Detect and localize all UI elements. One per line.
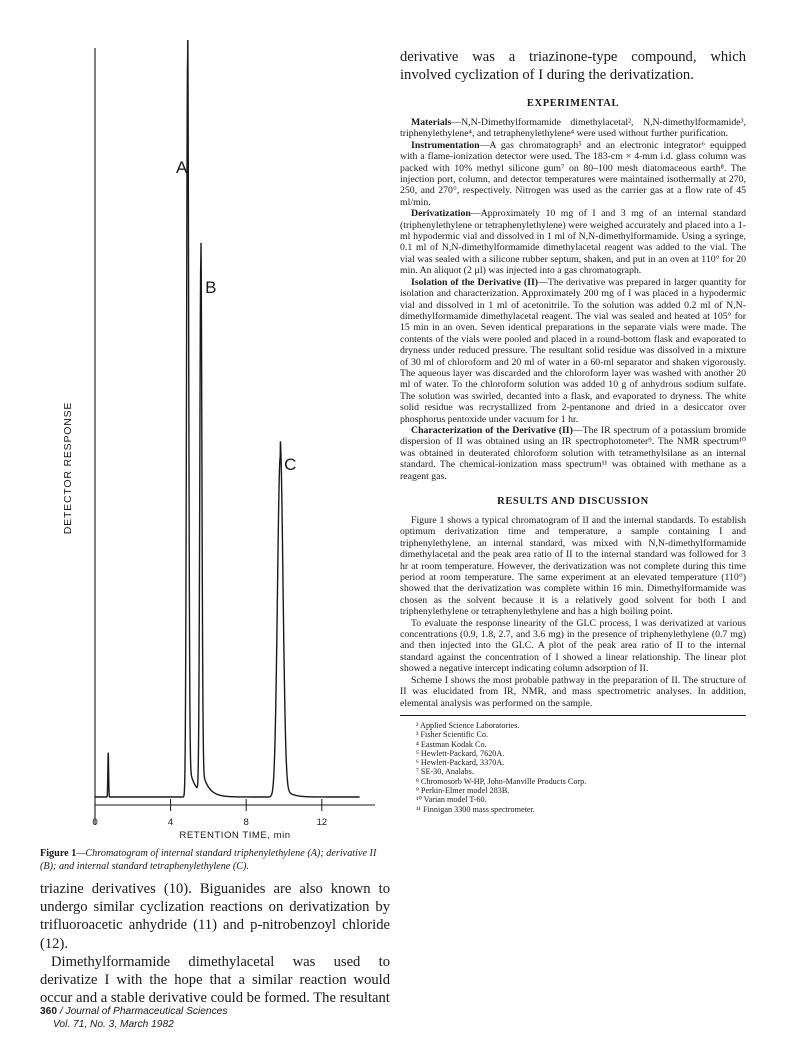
results-heading: RESULTS AND DISCUSSION: [497, 496, 649, 507]
footnote: ⁴ Eastman Kodak Co.: [416, 739, 487, 749]
materials-text: —N,N-Dimethylformamide dimethylacetal², N,N-dimethylformamide³, triphenylethylene⁴, and tetraphenylethylene⁴ were used without further purification.: [400, 117, 746, 140]
isolation-paragraph: [400, 277, 746, 425]
characterization-text: —The IR spectrum of a potassium bromide dispersion of II was obtained using an IR spectrophotometer⁹. The NMR spectrum¹⁰ was obtained in deuterated chloroform solution with tetramethylsilane as an internal standard. The chemical-ionization mass spectrum¹¹ was obtained with methane as a reagent gas.: [400, 424, 747, 482]
figure-caption: [40, 848, 390, 873]
peak-label-b: B: [205, 278, 217, 297]
journal-name: / Journal of Pharmaceutical Sciences: [57, 1006, 228, 1017]
figure-caption-text: —Chromatogram of internal standard triphenylethylene (A); derivative II (B); and internal standard tetraphenylethylene (C).: [40, 848, 377, 872]
footnote: ¹¹ Finnigan 3300 mass spectrometer.: [416, 804, 535, 814]
characterization-paragraph: [400, 425, 746, 482]
footnote: ⁷ SE-30, Analabs.: [416, 767, 474, 777]
footnote: ⁶ Hewlett-Packard, 3370A.: [416, 758, 505, 768]
footnote: ² Applied Science Laboratories.: [416, 720, 520, 730]
footnote: ⁵ Hewlett-Packard, 7620A.: [416, 748, 505, 758]
results-paragraph-3: Scheme I shows the most probable pathway in the preparation of II. The structure of II was elucidated from IR, NMR, and mass spectrometric analyses. In addition, elemental analysis was performed on the sample.: [400, 674, 746, 709]
footnote: ⁸ Chromosorb W-HP, John-Manville Products Corp.: [416, 776, 587, 786]
chromatogram-trace: [95, 40, 360, 797]
materials-heading: Materials: [411, 117, 452, 128]
y-axis-label: DETECTOR RESPONSE: [62, 401, 74, 535]
x-tick-label: 8: [243, 817, 249, 828]
x-tick-label: 12: [316, 817, 328, 828]
x-tick-label: 0: [92, 817, 98, 828]
results-paragraph-1: Figure 1 shows a typical chromatogram of II and the internal standards. To establish optimum derivatization time and temperature, a sample containing I and triphenylethylene, an internal standard, was mixed with N,N-dimethylformamide dimethylacetal and the peak area ratio of II to the internal standard was followed for 3 hr at room temperature. However, the derivatization was not complete during this time period at room temperature. The same experiment at an elevated temperature (110°) showed that the derivatization was complete within 16 min. Dimethylformamide was chosen as the solvent because it is a relatively good solvent for both I and triphenylethylene or tetraphenylethylene and has a high boiling point.: [400, 515, 746, 618]
materials-paragraph: [400, 117, 746, 140]
instrumentation-text: —A gas chromatograph⁵ and an electronic integrator⁶ equipped with a flame-ionization detector were used. The 183-cm × 4-mm i.d. glass column was packed with 10% methyl silicone gum⁷ on 80–100 mesh diatomaceous earth⁸. The injection port, column, and detector temperatures were maintained isothermally at 270, 250, and 270°, respectively. Nitrogen was used as the carrier gas at a flow rate of 45 ml/min.: [400, 139, 746, 208]
derivatization-heading: Derivatization: [411, 208, 471, 220]
peak-label-a: A: [175, 158, 188, 177]
characterization-heading: Characterization of the Derivative (II): [411, 424, 573, 436]
lower-left-paragraph-1: triazine derivatives (10). Biguanides are also known to undergo similar cyclization reactions on derivatization by trifluoroacetic anhydride (11) and p-nitrobenzoyl chloride (12).: [40, 881, 390, 952]
isolation-text: —The derivative was prepared in larger quantity for isolation and characterization. Approximately 200 mg of I was placed in a hypodermic vial and dissolved in 1 ml of acetonitrile. To the solution was added 0.2 ml of N,N-dimethylformamide dimethylacetal reagent. The vial was sealed and heated at 105° for 15 min in an oven. Seven identical preparations in the separate vials were made. The contents of the vials were pooled and placed in a round-bottom flask and evaporated to dryness under reduced pressure. The resultant solid residue was dissolved in a mixture of 30 ml of chloroform and 20 ml of water in a 60-ml separator and shaken vigorously. The aqueous layer was discarded and the chloroform layer was washed with another 20 ml of water. To the chloroform solution was added 10 g of anhydrous sodium sulfate. The solution was swirled, decanted into a flask, and evaporated to dryness. The white solid residue was recrystallized from 2-pentanone and dried in a desiccator over phosphorus pentoxide under vacuum for 1 hr.: [400, 276, 746, 425]
footnote: ³ Fisher Scientific Co.: [416, 730, 489, 740]
footnote: ⁹ Perkin-Elmer model 283B.: [416, 785, 510, 795]
x-axis-tick-labels: [92, 817, 327, 828]
journal-footer: [40, 1006, 300, 1031]
lower-left-paragraph-2: Dimethylformamide dimethylacetal was used to derivatize I with the hope that a similar reaction would occur and a stable derivative could be formed. The resultant: [40, 953, 390, 1007]
derivatization-paragraph: [400, 208, 746, 276]
lower-left-text: [40, 880, 390, 1007]
peak-label-c: C: [284, 455, 297, 474]
right-column: [400, 48, 746, 814]
peak-labels: [176, 158, 296, 474]
results-paragraph-2: To evaluate the response linearity of the GLC process, I was derivatized at various concentrations (0.9, 1.8, 2.7, and 3.6 mg) in the presence of triphenylethylene (0.7 mg) and then injected into the GLC. A plot of the peak area ratio of II to the internal standard against the concentration of I showed a linear relationship. The linear plot showed a negative intercept indicating column adsorption of II.: [400, 617, 746, 675]
instrumentation-heading: Instrumentation: [411, 139, 480, 151]
continuation-text: derivative was a triazinone-type compound, which involved cyclization of I during the derivatization.: [400, 49, 746, 83]
x-axis-label: RETENTION TIME, min: [179, 830, 291, 841]
footnote: ¹⁰ Varian model T-60.: [416, 795, 487, 805]
footnotes: [400, 721, 746, 814]
page-number: 360: [40, 1006, 57, 1017]
chromatogram-figure: [55, 40, 375, 845]
figure-caption-label: Figure 1: [40, 848, 77, 859]
experimental-heading: EXPERIMENTAL: [526, 98, 620, 109]
isolation-heading: Isolation of the Derivative (II): [411, 276, 539, 288]
journal-volume: Vol. 71, No. 3, March 1982: [53, 1018, 174, 1030]
instrumentation-paragraph: [400, 140, 746, 208]
derivatization-text: —Approximately 10 mg of I and 3 mg of an internal standard (triphenylethylene or tetraphenylethylene) were weighed accurately and placed into a 1-ml hypodermic vial and dissolved in 1 ml of N,N-dimethylformamide. Using a syringe, 0.1 ml of N,N-dimethylformamide dimethylacetal reagent was added to the vial. The vial was sealed with a silicone rubber septum, shaken, and put in an oven at 110° for 20 min. An aliquot (2 µl) was injected into a gas chromatograph.: [400, 208, 746, 277]
x-tick-label: 4: [167, 817, 174, 828]
